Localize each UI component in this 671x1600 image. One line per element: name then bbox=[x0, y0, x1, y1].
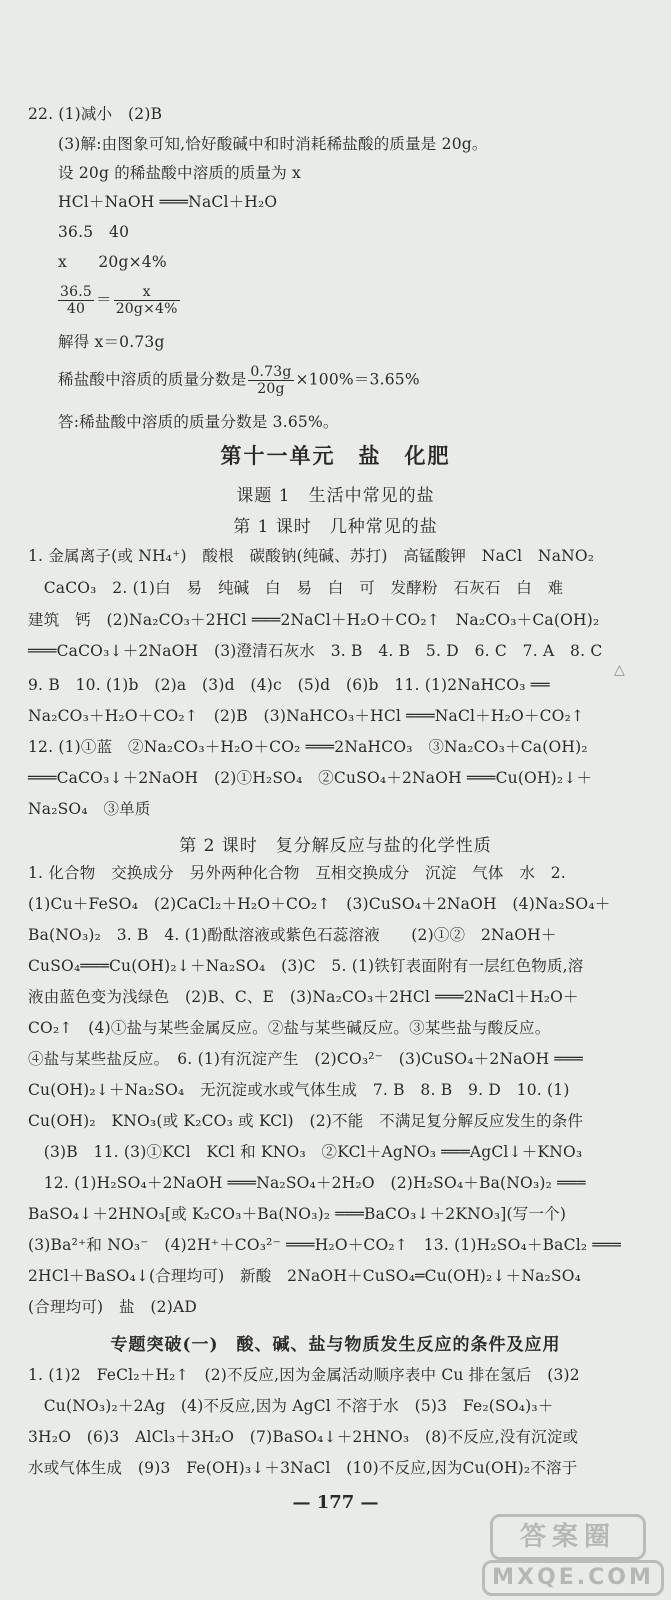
q22-ratio-bottom: x 20g×4% bbox=[58, 253, 167, 271]
fraction-left bbox=[58, 284, 94, 317]
q22-line-1: 22. (1)减小 (2)B bbox=[28, 105, 163, 123]
period2-line-5: 液由蓝色变为浅绿色 (2)B、C、E (3)Na₂CO₃＋2HCl ═══2NaCl＋H₂O＋ bbox=[28, 988, 579, 1006]
period-1-title: 第 1 课时 几种常见的盐 bbox=[233, 517, 438, 537]
q22-solution: 解得 x＝0.73g bbox=[58, 333, 165, 351]
special-line-4: 水或气体生成 (9)3 Fe(OH)₃↓＋3NaCl (10)不反应,因为Cu(OH)₂不溶于 bbox=[28, 1459, 578, 1477]
period2-line-8: Cu(OH)₂↓＋Na₂SO₄ 无沉淀或水或气体生成 7. B 8. B 9. D 10. (1) bbox=[28, 1081, 570, 1099]
period1-line-1: 1. 金属离子(或 NH₄⁺) 酸根 碳酸钠(纯碱、苏打) 高锰酸钾 NaCl NaNO₂ bbox=[28, 547, 595, 565]
mass-fraction-result: ×100%＝3.65% bbox=[295, 370, 420, 389]
watermark-bottom: MXQE.COM bbox=[482, 1560, 664, 1596]
fraction-right bbox=[114, 284, 180, 317]
special-topic-title: 专题突破(一) 酸、碱、盐与物质发生反应的条件及应用 bbox=[110, 1335, 561, 1355]
period1-line-8: ═══CaCO₃↓＋2NaOH (2)①H₂SO₄ ②CuSO₄＋2NaOH ═══Cu(OH)₂↓＋ bbox=[28, 769, 593, 787]
special-line-2: Cu(NO₃)₂＋2Ag (4)不反应,因为 AgCl 不溶于水 (5)3 Fe₂(SO₄)₃＋ bbox=[28, 1397, 554, 1415]
q22-proportion bbox=[56, 284, 182, 317]
q22-ratio-top: 36.5 40 bbox=[58, 223, 130, 241]
q22-mass-fraction bbox=[58, 364, 420, 397]
period2-line-4: CuSO₄═══Cu(OH)₂↓＋Na₂SO₄ (3)C 5. (1)铁钉表面附有一层红色物质,溶 bbox=[28, 957, 584, 975]
special-line-1: 1. (1)2 FeCl₂＋H₂↑ (2)不反应,因为金属活动顺序表中 Cu 排在氢后 (3)2 bbox=[28, 1366, 580, 1384]
heat-symbol: △ bbox=[614, 662, 625, 678]
q22-answer: 答:稀盐酸中溶质的质量分数是 3.65%。 bbox=[58, 413, 339, 431]
q22-line-2: (3)解:由图象可知,恰好酸碱中和时消耗稀盐酸的质量是 20g。 bbox=[58, 135, 488, 153]
period2-line-10: (3)B 11. (3)①KCl KCl 和 KNO₃ ②KCl＋AgNO₃ ═══AgCl↓＋KNO₃ bbox=[28, 1143, 583, 1161]
period1-line-4: ═══CaCO₃↓＋2NaOH (3)澄清石灰水 3. B 4. B 5. D 6. C 7. A 8. C bbox=[28, 642, 603, 660]
fraction-left-denominator: 40 bbox=[66, 301, 86, 317]
q22-line-3: 设 20g 的稀盐酸中溶质的质量为 x bbox=[58, 164, 301, 182]
period-2-title: 第 2 课时 复分解反应与盐的化学性质 bbox=[179, 836, 492, 856]
lesson-title: 课题 1 生活中常见的盐 bbox=[236, 486, 435, 506]
period2-line-1: 1. 化合物 交换成分 另外两种化合物 互相交换成分 沉淀 气体 水 2. bbox=[28, 864, 566, 882]
period2-line-13: (3)Ba²⁺和 NO₃⁻ (4)2H⁺＋CO₃²⁻ ═══H₂O＋CO₂↑ 13. (1)H₂SO₄＋BaCl₂ ═══ bbox=[28, 1236, 621, 1254]
period1-line-6: Na₂CO₃＋H₂O＋CO₂↑ (2)B (3)NaHCO₃＋HCl ═══NaCl＋H₂O＋CO₂↑ bbox=[28, 707, 585, 725]
period2-line-9: Cu(OH)₂ KNO₃(或 K₂CO₃ 或 KCl) (2)不能 不满足复分解反应发生的条件 bbox=[28, 1112, 584, 1130]
mass-fraction-label: 稀盐酸中溶质的质量分数是 bbox=[58, 370, 247, 389]
period2-line-12: BaSO₄↓＋2HNO₃[或 K₂CO₃＋Ba(NO₃)₂ ═══BaCO₃↓＋2KNO₃](写一个) bbox=[28, 1205, 567, 1223]
watermark-top: 答案圈 bbox=[490, 1514, 646, 1560]
watermark-logo bbox=[478, 1512, 668, 1596]
period1-line-3: 建筑 钙 (2)Na₂CO₃＋2HCl ═══2NaCl＋H₂O＋CO₂↑ Na₂CO₃＋Ca(OH)₂ bbox=[28, 611, 600, 629]
fraction-mass bbox=[248, 364, 293, 397]
period1-line-5: 9. B 10. (1)b (2)a (3)d (4)c (5)d (6)b 11. (1)2NaHCO₃ ══ bbox=[28, 676, 550, 694]
page-number: — 177 — bbox=[292, 1492, 379, 1513]
period2-line-14: 2HCl＋BaSO₄↓(合理均可) 新酸 2NaOH＋CuSO₄═Cu(OH)₂↓＋Na₂SO₄ bbox=[28, 1267, 582, 1285]
fraction-right-denominator: 20g×4% bbox=[115, 301, 178, 317]
period2-line-3: Ba(NO₃)₂ 3. B 4. (1)酚酞溶液或紫色石蕊溶液 (2)①② 2NaOH＋ bbox=[28, 926, 557, 944]
fraction-mass-denominator: 20g bbox=[257, 381, 285, 397]
period2-line-2: (1)Cu＋FeSO₄ (2)CaCl₂＋H₂O＋CO₂↑ (3)CuSO₄＋2NaOH (4)Na₂SO₄＋ bbox=[28, 895, 611, 913]
period1-line-2: CaCO₃ 2. (1)白 易 纯碱 白 易 白 可 发酵粉 石灰石 白 难 bbox=[28, 579, 564, 597]
fraction-right-numerator: x bbox=[114, 284, 180, 301]
fraction-mass-numerator: 0.73g bbox=[250, 364, 292, 380]
period2-line-15: (合理均可) 盐 (2)AD bbox=[28, 1298, 197, 1316]
q22-equation: HCl＋NaOH ═══NaCl＋H₂O bbox=[58, 193, 278, 211]
period2-line-6: CO₂↑ (4)①盐与某些金属反应。②盐与某些碱反应。③某些盐与酸反应。 bbox=[28, 1019, 551, 1037]
period2-line-11: 12. (1)H₂SO₄＋2NaOH ═══Na₂SO₄＋2H₂O (2)H₂SO₄＋Ba(NO₃)₂ ═══ bbox=[28, 1174, 586, 1192]
unit-title: 第十一单元 盐 化肥 bbox=[220, 443, 451, 468]
period1-line-7: 12. (1)①蓝 ②Na₂CO₃＋H₂O＋CO₂ ═══2NaHCO₃ ③Na₂CO₃＋Ca(OH)₂ bbox=[28, 738, 588, 756]
period1-line-9: Na₂SO₄ ③单质 bbox=[28, 800, 151, 818]
fraction-left-numerator: 36.5 bbox=[60, 284, 92, 300]
equals-sign: ＝ bbox=[95, 290, 112, 309]
special-line-3: 3H₂O (6)3 AlCl₃＋3H₂O (7)BaSO₄↓＋2HNO₃ (8)不反应,没有沉淀或 bbox=[28, 1428, 579, 1446]
period2-line-7: ④盐与某些盐反应。 6. (1)有沉淀产生 (2)CO₃²⁻ (3)CuSO₄＋2NaOH ═══ bbox=[28, 1050, 584, 1068]
